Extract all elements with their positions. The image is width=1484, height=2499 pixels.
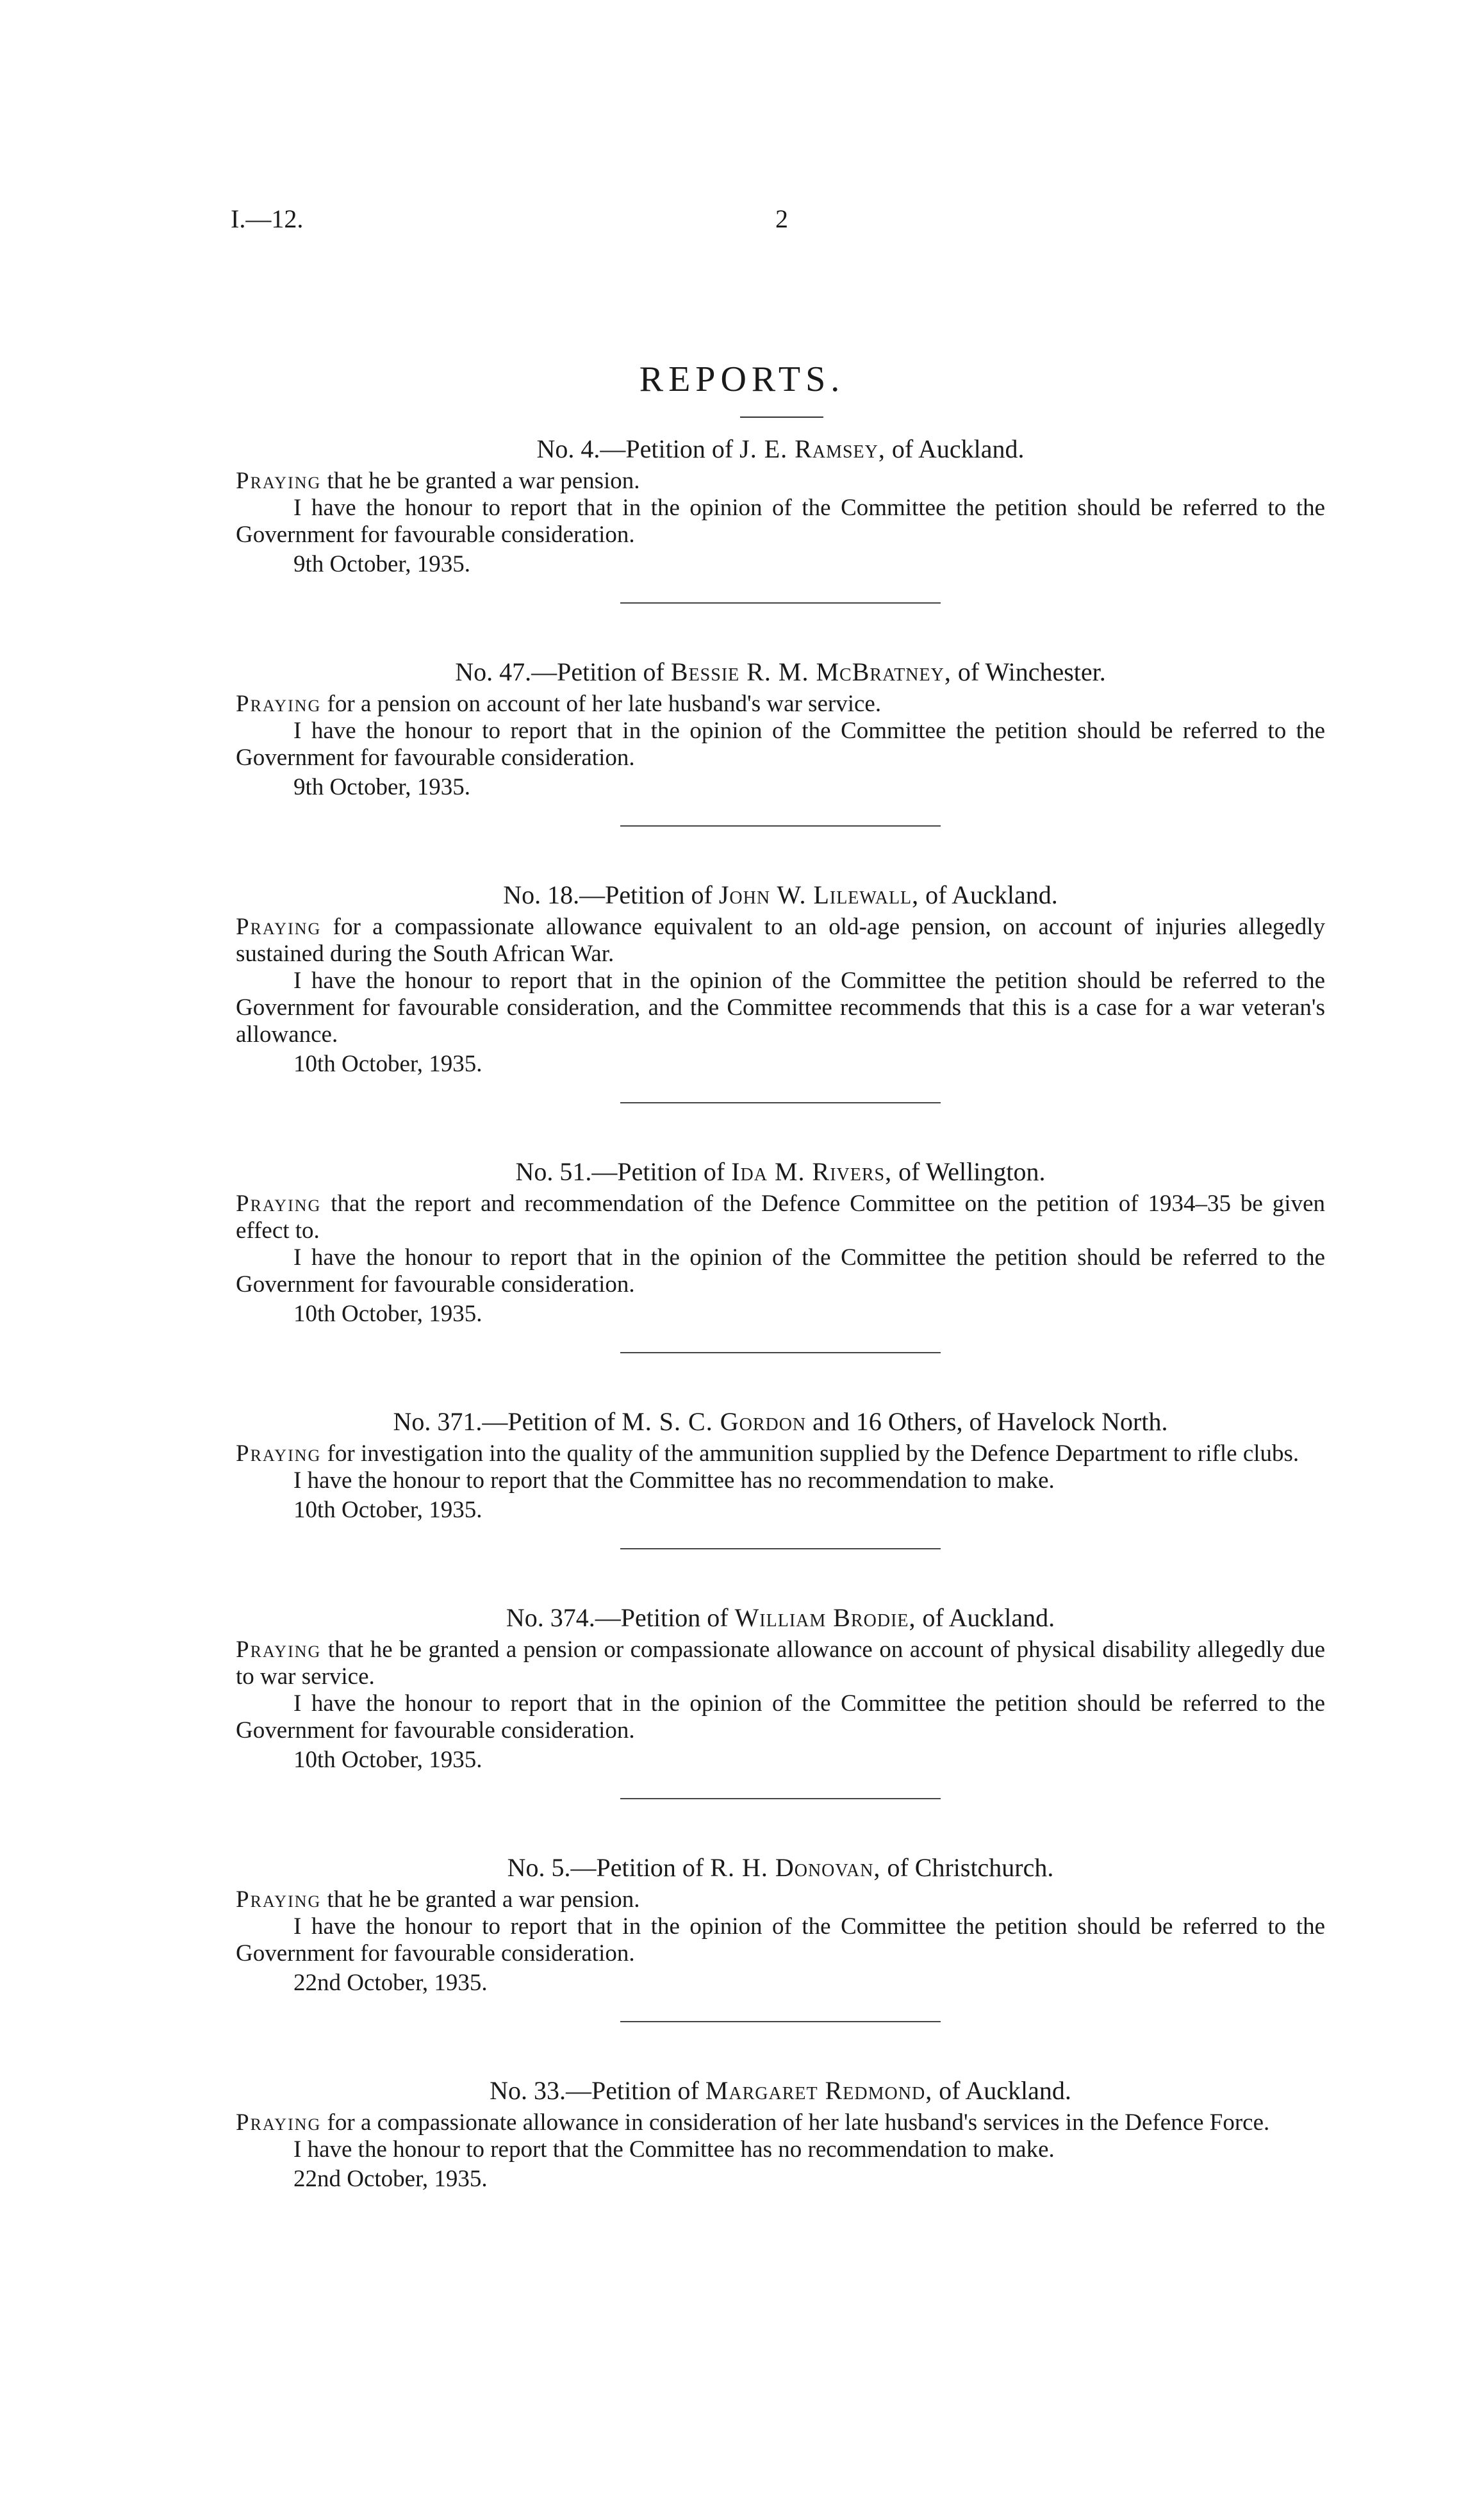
petition-heading bbox=[236, 657, 1325, 687]
petition-heading bbox=[236, 2076, 1325, 2106]
petitioner-name: R. H. Donovan, bbox=[710, 1853, 881, 1882]
page-header bbox=[231, 204, 1330, 242]
prayer-text: that he be granted a pension or compassionate allowance on account of physical disability allegedly due to war service. bbox=[236, 1637, 1325, 1690]
petitioner-place: of Auckland. bbox=[891, 434, 1025, 463]
prayer-text: for a pension on account of her late husband's war service. bbox=[327, 691, 882, 717]
petition-number: No. 47.—Petition of bbox=[455, 657, 664, 686]
petitioner-name: Margaret Redmond, bbox=[705, 2076, 933, 2105]
petitioner-name: John W. Lilewall, bbox=[718, 880, 919, 909]
petition-heading bbox=[236, 434, 1325, 464]
separator-rule bbox=[620, 825, 941, 827]
reports-list bbox=[236, 434, 1325, 2193]
petition-entry bbox=[236, 1853, 1325, 1997]
petitioner-name: M. S. C. Gordon bbox=[622, 1407, 807, 1436]
committee-report: I have the honour to report that in the opinion of the Committee the petition should be referred to the Government for favourable consideration. bbox=[236, 1913, 1325, 1967]
praying-lead: Praying bbox=[236, 2109, 322, 2136]
committee-report: I have the honour to report that in the opinion of the Committee the petition should be referred to the Government for favourable consideration. bbox=[236, 1244, 1325, 1298]
praying-lead: Praying bbox=[236, 1440, 322, 1467]
petition-prayer bbox=[236, 691, 1325, 718]
separator-rule bbox=[620, 602, 941, 604]
committee-report: I have the honour to report that in the opinion of the Committee the petition should be referred to the Government for favourable consideration, and the Committee recommends that this is a case for a war veteran's allowance. bbox=[236, 968, 1325, 1048]
petitioner-place: of Winchester. bbox=[957, 657, 1106, 686]
praying-lead: Praying bbox=[236, 468, 322, 494]
petitioner-name: J. E. Ramsey, bbox=[739, 434, 886, 463]
petition-number: No. 51.—Petition of bbox=[515, 1157, 725, 1186]
separator-rule bbox=[620, 1798, 941, 1799]
petition-prayer bbox=[236, 914, 1325, 968]
prayer-text: for a compassionate allowance in consideration of her late husband's services in the Defence Force. bbox=[327, 2109, 1270, 2136]
report-date: 9th October, 1935. bbox=[293, 551, 470, 577]
committee-report: I have the honour to report that the Committee has no recommendation to make. bbox=[293, 1467, 1055, 1494]
page-id: I.—12. bbox=[231, 204, 304, 233]
petition-heading bbox=[236, 1157, 1325, 1187]
petitioner-place: of Wellington. bbox=[898, 1157, 1046, 1186]
petitioner-place: of Auckland. bbox=[922, 1603, 1055, 1632]
separator-rule bbox=[620, 1548, 941, 1549]
committee-report: I have the honour to report that the Committee has no recommendation to make. bbox=[293, 2136, 1055, 2163]
petition-number: No. 33.—Petition of bbox=[490, 2076, 699, 2105]
petition-prayer bbox=[236, 2109, 1325, 2136]
committee-report: I have the honour to report that in the opinion of the Committee the petition should be referred to the Government for favourable consideration. bbox=[236, 718, 1325, 771]
petition-number: No. 371.—Petition of bbox=[393, 1407, 616, 1436]
separator-rule bbox=[620, 1352, 941, 1353]
petitioner-place: of Auckland. bbox=[925, 880, 1058, 909]
petition-entry bbox=[236, 1407, 1325, 1524]
report-date: 22nd October, 1935. bbox=[293, 1970, 488, 1996]
prayer-text: for investigation into the quality of the ammunition supplied by the Defence Department to rifle clubs. bbox=[327, 1440, 1299, 1467]
prayer-text: for a compassionate allowance equivalent to an old-age pension, on account of injuries allegedly sustained during the South African War. bbox=[236, 914, 1325, 967]
petition-number: No. 5.—Petition of bbox=[507, 1853, 704, 1882]
petition-prayer bbox=[236, 1440, 1325, 1467]
title-rule bbox=[740, 416, 823, 418]
petitioner-place: of Christchurch. bbox=[887, 1853, 1054, 1882]
report-date: 10th October, 1935. bbox=[293, 1051, 482, 1077]
petition-heading bbox=[236, 1853, 1325, 1883]
prayer-text: that he be granted a war pension. bbox=[327, 1886, 640, 1913]
praying-lead: Praying bbox=[236, 691, 322, 717]
report-date: 9th October, 1935. bbox=[293, 774, 470, 800]
reports-title: REPORTS. bbox=[639, 359, 845, 399]
petition-heading bbox=[236, 1407, 1325, 1437]
committee-report: I have the honour to report that in the opinion of the Committee the petition should be referred to the Government for favourable consideration. bbox=[236, 1690, 1325, 1744]
petitioner-place: of Auckland. bbox=[939, 2076, 1071, 2105]
petition-entry bbox=[236, 434, 1325, 578]
petition-entry bbox=[236, 880, 1325, 1078]
petition-heading bbox=[236, 880, 1325, 910]
praying-lead: Praying bbox=[236, 1637, 322, 1663]
prayer-text: that the report and recommendation of the Defence Committee on the petition of 1934–35 be given effect to. bbox=[236, 1191, 1325, 1244]
committee-report: I have the honour to report that in the opinion of the Committee the petition should be referred to the Government for favourable consideration. bbox=[236, 495, 1325, 548]
petition-entry bbox=[236, 1157, 1325, 1328]
petitioner-name: William Brodie, bbox=[734, 1603, 916, 1632]
praying-lead: Praying bbox=[236, 914, 322, 940]
separator-rule bbox=[620, 2021, 941, 2022]
petition-prayer bbox=[236, 1637, 1325, 1690]
petitioner-place: and 16 Others, of Havelock North. bbox=[812, 1407, 1168, 1436]
report-date: 10th October, 1935. bbox=[293, 1747, 482, 1773]
separator-rule bbox=[620, 1102, 941, 1103]
praying-lead: Praying bbox=[236, 1886, 322, 1913]
petitioner-name: Ida M. Rivers, bbox=[731, 1157, 893, 1186]
petition-prayer bbox=[236, 1191, 1325, 1244]
prayer-text: that he be granted a war pension. bbox=[327, 468, 640, 494]
petitioner-name: Bessie R. M. McBratney, bbox=[670, 657, 952, 686]
petition-prayer bbox=[236, 1886, 1325, 1913]
report-date: 22nd October, 1935. bbox=[293, 2166, 488, 2192]
praying-lead: Praying bbox=[236, 1191, 322, 1217]
petition-entry bbox=[236, 1603, 1325, 1774]
report-date: 10th October, 1935. bbox=[293, 1497, 482, 1523]
petition-entry bbox=[236, 657, 1325, 801]
petition-number: No. 374.—Petition of bbox=[506, 1603, 729, 1632]
petition-number: No. 18.—Petition of bbox=[503, 880, 713, 909]
petition-number: No. 4.—Petition of bbox=[536, 434, 734, 463]
page-number: 2 bbox=[775, 204, 788, 233]
report-date: 10th October, 1935. bbox=[293, 1301, 482, 1327]
petition-entry bbox=[236, 2076, 1325, 2193]
petition-prayer bbox=[236, 468, 1325, 495]
petition-heading bbox=[236, 1603, 1325, 1633]
